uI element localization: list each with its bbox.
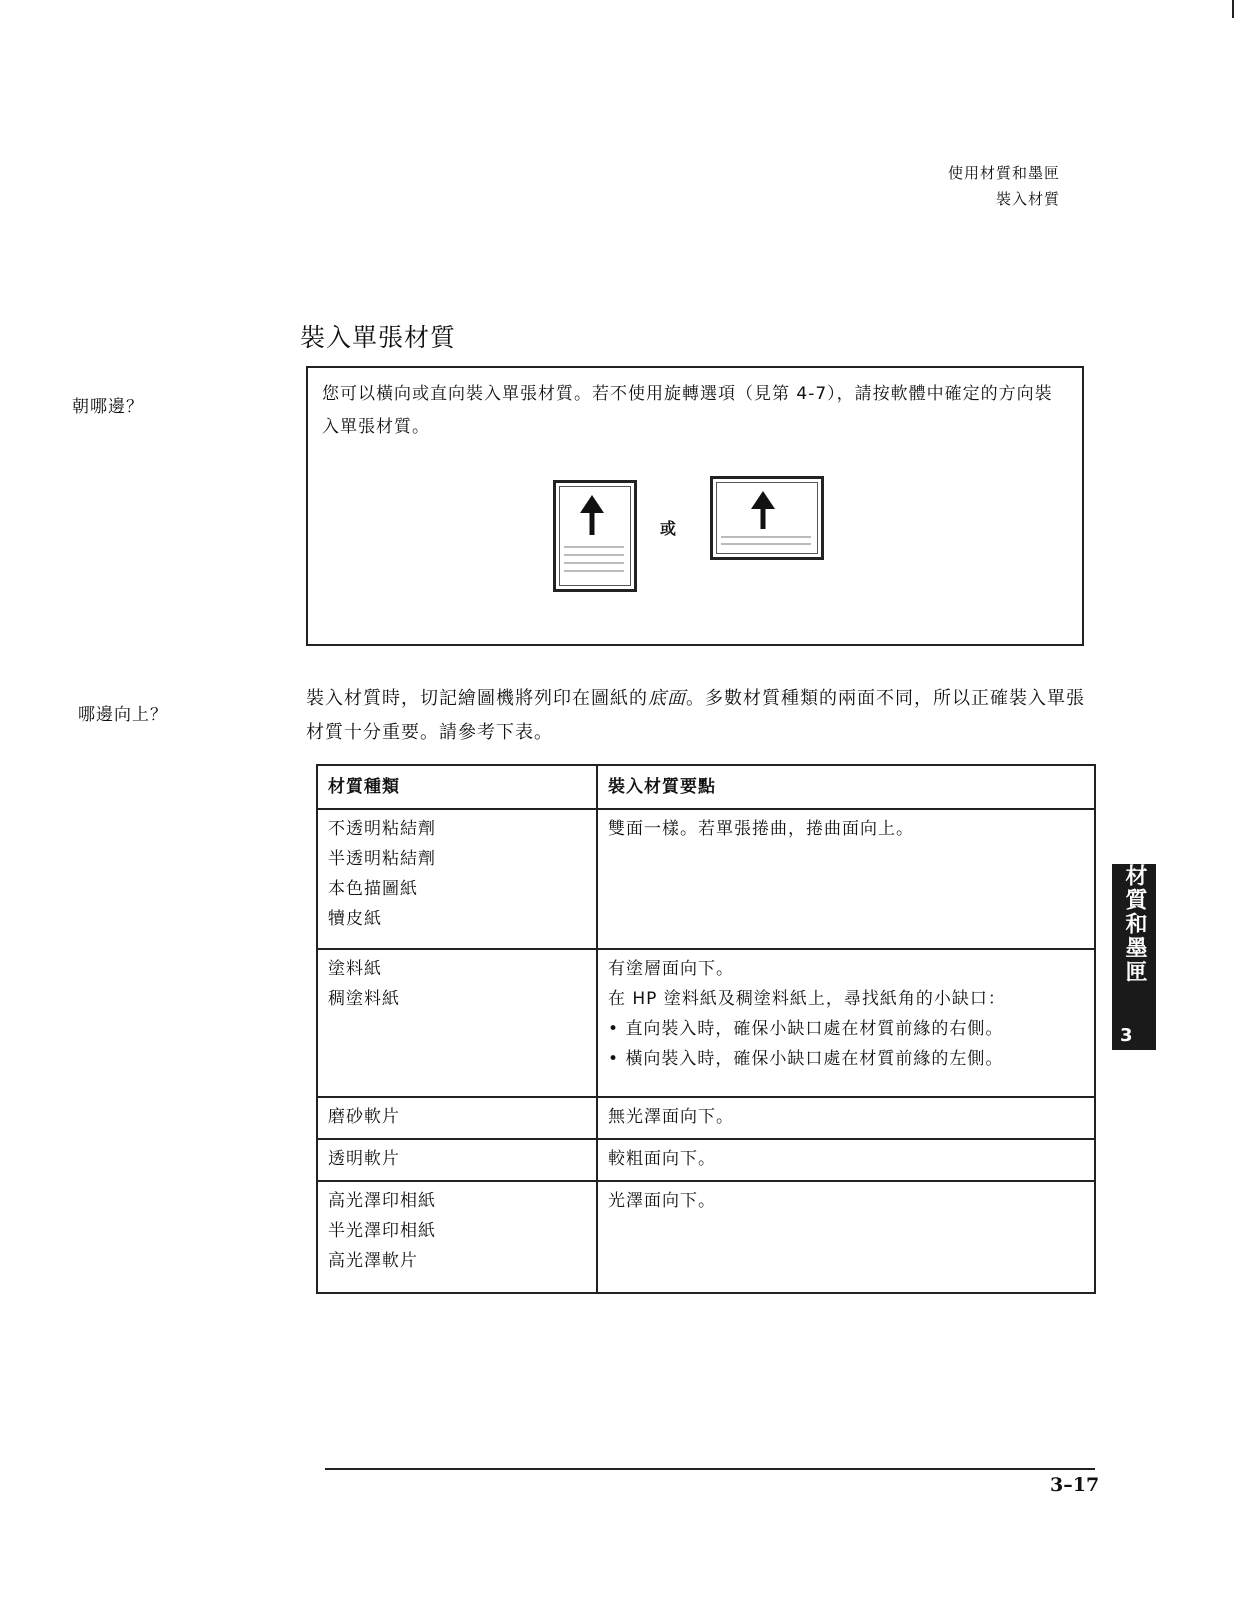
orientation-text: 您可以橫向或直向裝入單張材質。若不使用旋轉選項（見第 4-7），請按軟體中確定的方向裝入單張材質。 [322, 384, 1053, 437]
column-header-media-type: 材質種類 [317, 765, 597, 809]
loading-tip-cell [597, 1181, 1095, 1293]
header-chapter: 使用材質和墨匣 [947, 164, 1060, 182]
media-type: 透明軟片 [328, 1149, 400, 1169]
table-row [317, 1181, 1095, 1293]
media-type: 半光澤印相紙 [328, 1221, 436, 1241]
loading-tip: 在 HP 塗料紙及稠塗料紙上，尋找紙角的小缺口： [608, 989, 1006, 1009]
media-type: 高光澤印相紙 [328, 1191, 436, 1211]
intro-paragraph [306, 682, 1090, 750]
portrait-sheet-illustration [553, 480, 637, 592]
chapter-thumb-tab [1112, 864, 1156, 1050]
loading-tip: 有塗層面向下。 [608, 959, 734, 979]
loading-tip-cell [597, 949, 1095, 1097]
chapter-tab-number: 3 [1120, 1025, 1133, 1046]
loading-tip-cell [597, 1097, 1095, 1139]
table-row [317, 1097, 1095, 1139]
media-type: 磨砂軟片 [328, 1107, 400, 1127]
loading-tip-cell [597, 1139, 1095, 1181]
loading-tip: 光澤面向下。 [608, 1191, 716, 1211]
media-type: 稠塗料紙 [328, 989, 400, 1009]
loading-tip: 較粗面向下。 [608, 1149, 716, 1169]
scan-edge-mark [1232, 0, 1234, 18]
media-type-cell [317, 809, 597, 949]
margin-question-side-up: 哪邊向上？ [78, 705, 168, 725]
media-type-cell [317, 1139, 597, 1181]
media-type: 塗料紙 [328, 959, 382, 979]
up-arrow-icon [713, 479, 821, 557]
margin-question-orientation: 朝哪邊？ [72, 397, 144, 417]
table-row [317, 949, 1095, 1097]
media-loading-table [316, 764, 1096, 1294]
media-type: 犢皮紙 [328, 909, 382, 929]
paragraph-emphasis: 底面 [648, 688, 686, 709]
table-header-row [317, 765, 1095, 809]
running-header [948, 160, 1060, 212]
footer-divider [325, 1468, 1095, 1470]
table-row [317, 1139, 1095, 1181]
chapter-tab-label: 材質和墨匣 [1122, 864, 1147, 984]
column-header-loading-tips: 裝入材質要點 [597, 765, 1095, 809]
media-type: 半透明粘結劑 [328, 849, 436, 869]
loading-tip: 雙面一樣。若單張捲曲，捲曲面向上。 [608, 819, 914, 839]
media-type-cell [317, 949, 597, 1097]
orientation-box [306, 366, 1084, 646]
loading-tip-bullet: • 直向裝入時，確保小缺口處在材質前緣的右側。 [608, 1014, 1086, 1044]
loading-tip-bullet: • 橫向裝入時，確保小缺口處在材質前緣的左側。 [608, 1044, 1086, 1074]
or-label: 或 [660, 519, 677, 538]
loading-tip: 無光澤面向下。 [608, 1107, 734, 1127]
section-title: 裝入單張材質 [300, 323, 457, 352]
table-row [317, 809, 1095, 949]
media-type-cell [317, 1097, 597, 1139]
paragraph-text: 裝入材質時，切記繪圖機將列印在圖紙的 [306, 688, 648, 709]
media-type-cell [317, 1181, 597, 1293]
loading-tip-cell [597, 809, 1095, 949]
media-type: 高光澤軟片 [328, 1251, 418, 1271]
up-arrow-icon [556, 483, 634, 589]
paragraph-text: 。多數材質種類的兩面不同，所以正確裝入單張材質十分重要。請參考下表。 [306, 688, 1085, 743]
media-type: 不透明粘結劑 [328, 819, 436, 839]
media-type: 本色描圖紙 [328, 879, 418, 899]
landscape-sheet-illustration [710, 476, 824, 560]
header-section: 裝入材質 [995, 190, 1060, 208]
page-number: 3–17 [1050, 1474, 1100, 1496]
